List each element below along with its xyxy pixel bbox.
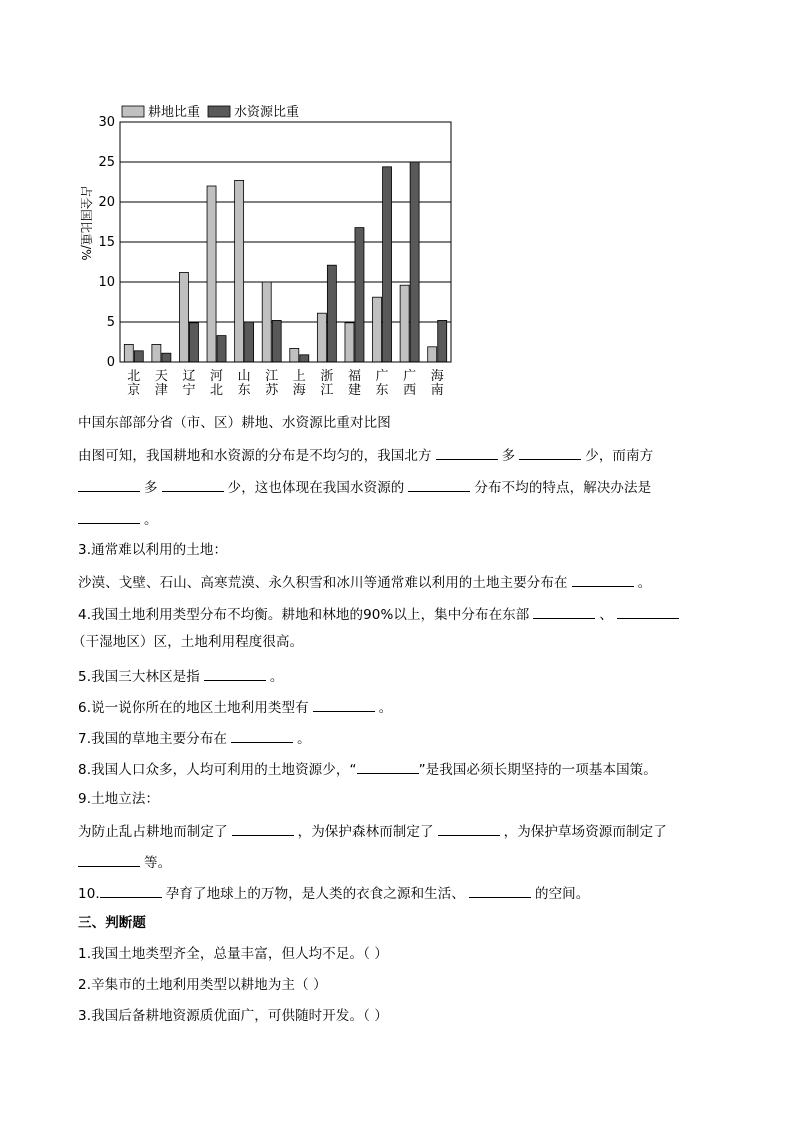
- fill-line-1: 由图可知，我国耕地和水资源的分布是不均匀的，我国北方 多 少，而南方: [78, 444, 653, 466]
- x-tick-label: 山: [237, 369, 251, 384]
- bar-cropland-3: [207, 186, 216, 362]
- question-7: 7.我国的草地主要分布在 。: [78, 727, 311, 749]
- answer-blank[interactable]: [313, 696, 375, 712]
- answer-blank[interactable]: [533, 603, 595, 619]
- bar-water-7: [327, 265, 336, 362]
- x-tick-label: 北: [127, 369, 141, 384]
- chart-bars: [124, 162, 446, 362]
- x-tick-label: 天: [154, 369, 168, 384]
- answer-blank[interactable]: [231, 727, 293, 743]
- question-9-line-2: 等。: [78, 851, 171, 873]
- bar-cropland-4: [235, 180, 244, 362]
- answer-blank[interactable]: [438, 820, 500, 836]
- y-tick-labels: [98, 115, 115, 370]
- bar-water-8: [355, 228, 364, 362]
- fill-line-2: 多 少，这也体现在我国水资源的 分布不均的特点，解决办法是: [78, 476, 651, 498]
- chart-caption: 中国东部部分省（市、区）耕地、水资源比重对比图: [78, 415, 391, 431]
- bar-cropland-5: [262, 282, 271, 362]
- y-axis-label: 占全国比重/%: [79, 185, 93, 261]
- bar-water-10: [410, 162, 419, 362]
- answer-blank[interactable]: [204, 665, 266, 681]
- x-tick-label: 海: [292, 383, 306, 398]
- answer-blank[interactable]: [469, 882, 531, 898]
- chart-legend: [122, 104, 299, 120]
- question-8: 8.我国人口众多，人均可利用的土地资源少，“ ”是我国必须长期坚持的一项基本国策。: [78, 758, 657, 780]
- x-tick-label: 京: [127, 383, 141, 398]
- bar-chart: [70, 100, 470, 410]
- y-tick-label: 5: [106, 315, 115, 330]
- x-tick-label: 津: [154, 383, 168, 398]
- bar-cropland-11: [428, 347, 437, 362]
- x-tick-label: 广: [375, 369, 389, 384]
- bar-water-5: [272, 320, 281, 362]
- answer-blank[interactable]: [436, 444, 498, 460]
- answer-blank[interactable]: [572, 571, 634, 587]
- y-tick-label: 15: [98, 235, 115, 250]
- y-tick-label: 10: [98, 275, 115, 290]
- answer-blank[interactable]: [617, 603, 679, 619]
- x-tick-label: 福: [347, 369, 361, 384]
- x-tick-label: 西: [403, 383, 417, 398]
- x-tick-label: 上: [292, 369, 306, 384]
- legend-swatch-0: [122, 106, 144, 117]
- bar-cropland-9: [373, 297, 382, 362]
- x-tick-label: 建: [347, 383, 361, 398]
- x-tick-label: 东: [237, 383, 251, 398]
- answer-blank[interactable]: [232, 820, 294, 836]
- bar-water-6: [300, 355, 309, 362]
- bar-cropland-6: [290, 348, 299, 362]
- y-tick-label: 25: [98, 155, 115, 170]
- x-tick-label: 河: [210, 369, 224, 384]
- y-tick-label: 20: [98, 195, 115, 210]
- bar-cropland-7: [317, 313, 326, 362]
- answer-blank[interactable]: [78, 508, 140, 524]
- x-tick-label: 江: [320, 383, 334, 398]
- answer-blank[interactable]: [408, 476, 470, 492]
- y-tick-label: 30: [98, 115, 115, 130]
- bar-cropland-1: [152, 344, 161, 362]
- bar-water-3: [217, 336, 226, 362]
- bar-water-2: [189, 323, 198, 362]
- x-tick-label: 广: [403, 369, 417, 384]
- x-tick-label: 东: [375, 383, 389, 398]
- x-tick-label: 北: [210, 383, 224, 398]
- x-tick-label: 海: [430, 369, 444, 384]
- fill-line-3: 。: [78, 508, 158, 530]
- bar-cropland-10: [400, 285, 409, 362]
- question-4-line-2: （干湿地区）区，土地利用程度很高。: [72, 634, 304, 650]
- bar-cropland-2: [179, 272, 188, 362]
- bar-water-11: [438, 320, 447, 362]
- question-10: 10. 孕育了地球上的万物，是人类的衣食之源和生活、 的空间。: [78, 882, 589, 904]
- legend-label-0: 耕地比重: [148, 105, 201, 120]
- question-9-body: 为防止乱占耕地而制定了 ，为保护森林而制定了 ，为保护草场资源而制定了: [78, 820, 667, 842]
- judgement-3: 3.我国后备耕地资源质优面广，可供随时开发。（ ）: [78, 1008, 388, 1024]
- x-tick-label: 辽: [182, 369, 196, 384]
- x-tick-label: 苏: [265, 383, 279, 398]
- y-tick-label: 0: [106, 355, 115, 370]
- x-tick-label: 宁: [182, 383, 196, 398]
- bar-water-0: [134, 351, 143, 362]
- bar-water-4: [245, 322, 254, 362]
- x-tick-label: 浙: [320, 369, 334, 384]
- legend-swatch-1: [208, 106, 230, 117]
- judgement-1: 1.我国土地类型齐全，总量丰富，但人均不足。（ ）: [78, 946, 388, 962]
- x-tick-label: 江: [265, 369, 279, 384]
- bar-water-1: [162, 353, 171, 362]
- x-tick-labels: [127, 368, 443, 398]
- answer-blank[interactable]: [162, 476, 224, 492]
- question-3-title: 3.通常难以利用的土地：: [78, 542, 228, 558]
- section-judgement-title: 三、判断题: [78, 915, 146, 931]
- answer-blank[interactable]: [78, 476, 140, 492]
- question-9-title: 9.土地立法：: [78, 791, 160, 807]
- x-tick-label: 南: [430, 383, 444, 398]
- answer-blank[interactable]: [100, 882, 162, 898]
- question-5: 5.我国三大林区是指 。: [78, 665, 284, 687]
- bar-water-9: [383, 167, 392, 362]
- bar-cropland-8: [345, 323, 354, 362]
- answer-blank[interactable]: [78, 851, 140, 867]
- answer-blank[interactable]: [519, 444, 581, 460]
- question-6: 6.说一说你所在的地区土地利用类型有 。: [78, 696, 392, 718]
- legend-label-1: 水资源比重: [234, 105, 300, 120]
- bar-cropland-0: [124, 344, 133, 362]
- judgement-2: 2.辛集市的土地利用类型以耕地为主（ ）: [78, 977, 327, 993]
- question-4-line-1: 4.我国土地利用类型分布不均衡。耕地和林地的90%以上，集中分布在东部 、: [78, 603, 683, 625]
- question-3-body: 沙漠、戈壁、石山、高寒荒漠、永久积雪和冰川等通常难以利用的土地主要分布在 。: [78, 571, 651, 593]
- answer-blank[interactable]: [357, 758, 419, 774]
